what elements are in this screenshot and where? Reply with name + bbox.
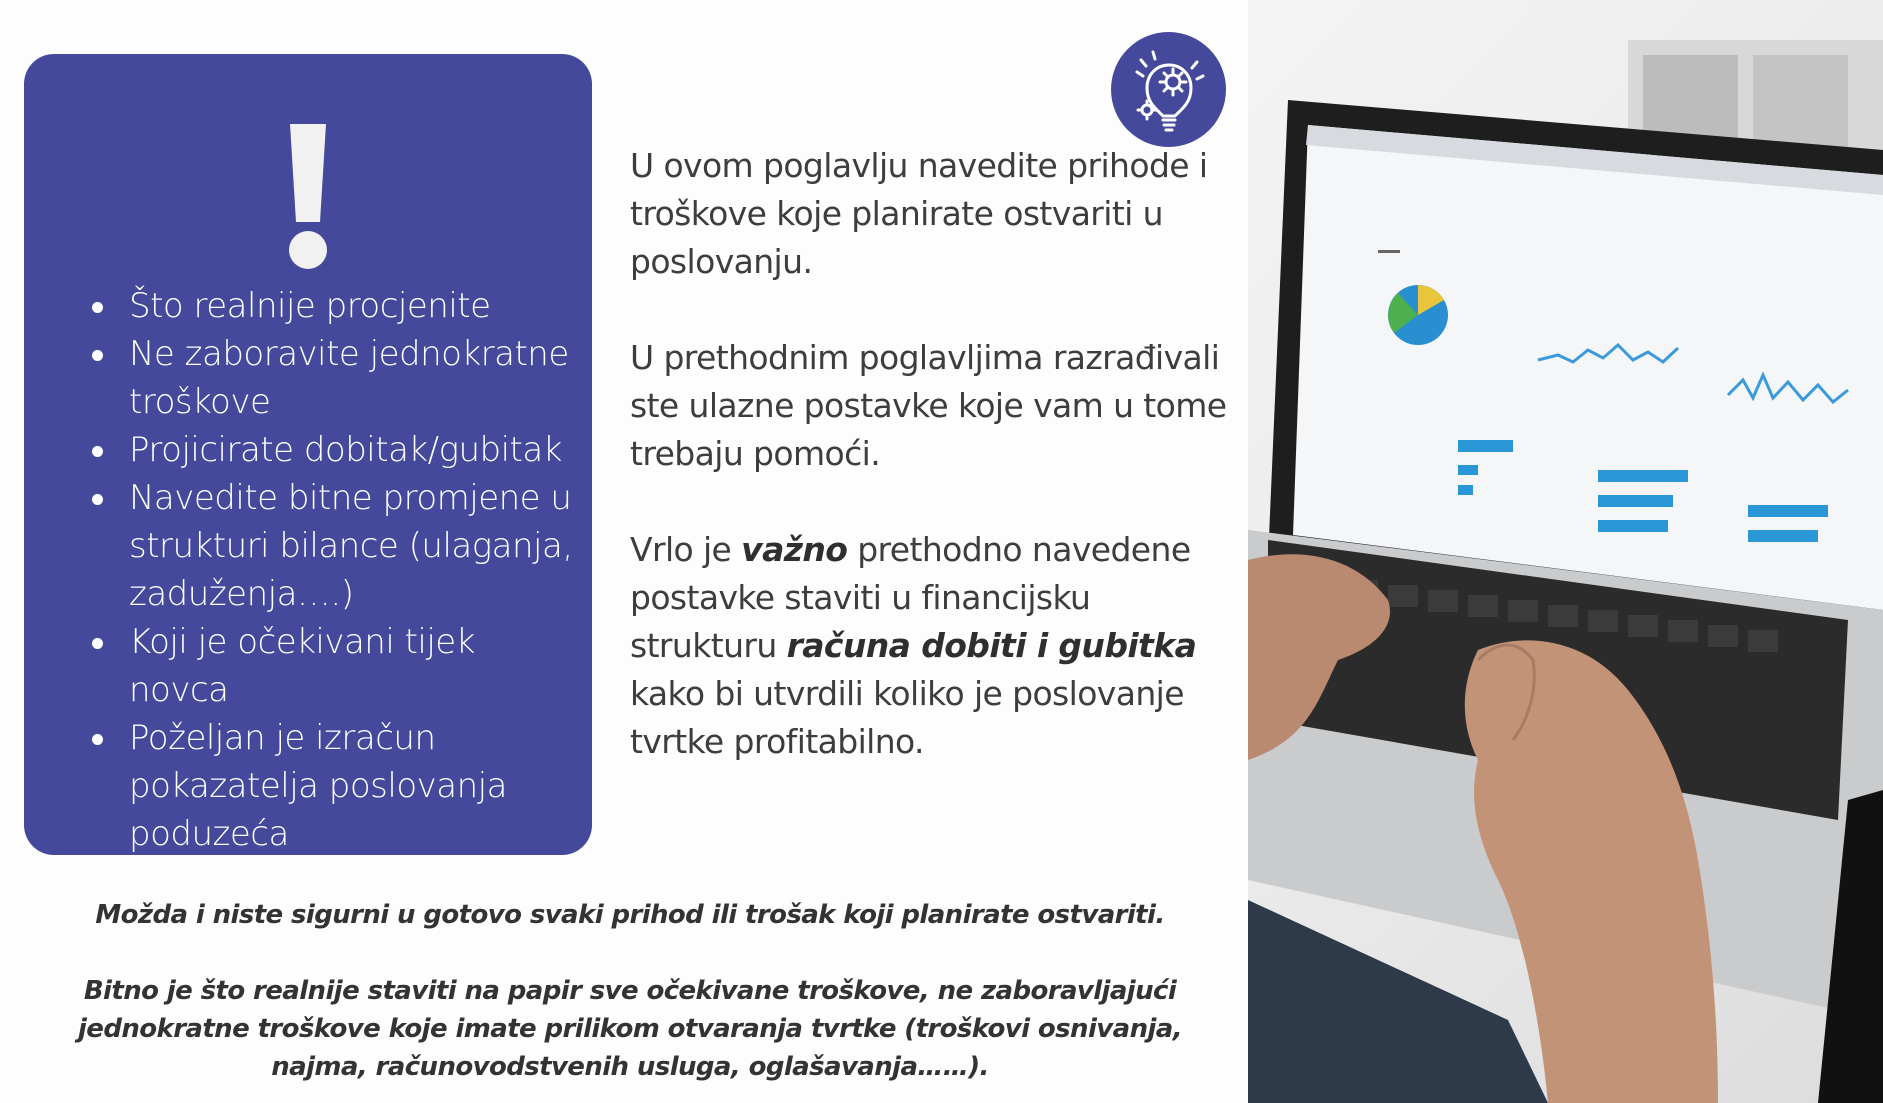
emphasis-important: važno bbox=[741, 530, 848, 569]
emphasis-income-statement: računa dobiti i gubitka bbox=[786, 626, 1197, 665]
laptop-photo bbox=[1248, 0, 1883, 1103]
note-line-2: Bitno je što realnije staviti na papir sve očekivane troškove, ne zaboravljajući jednokratne troškove koje imate prilikom otvaranja tvrtke (troškovi osnivanja, najma, računovodstvenih usluga, oglašavanja……). bbox=[77, 976, 1183, 1082]
gear-bulb-icon bbox=[1111, 32, 1226, 147]
note-line-1: Možda i niste sigurni u gotovo svaki prihod ili trošak koji planirate ostvariti. bbox=[95, 900, 1165, 930]
text-run: Vrlo je bbox=[630, 530, 742, 569]
exclamation-icon bbox=[24, 124, 592, 274]
paragraph-previous: U prethodnim poglavljima razrađivali ste ulazne postavke koje vam u tome trebaju pomoći. bbox=[630, 338, 1227, 473]
tip-item: Poželjan je izračun pokazatelja poslovanja poduzeća bbox=[84, 714, 584, 858]
tips-list bbox=[84, 282, 584, 858]
tip-item: Projicirate dobitak/gubitak bbox=[84, 426, 584, 474]
bottom-note bbox=[30, 896, 1230, 1086]
text-run: prethodno navedene postavke staviti u financijsku strukturu bbox=[630, 530, 1191, 665]
tip-item: Koji je očekivani tijek novca bbox=[84, 618, 584, 714]
text-run: kako bi utvrdili koliko je poslovanje tvrtke profitabilno. bbox=[630, 674, 1184, 761]
tip-item: Što realnije procjenite bbox=[84, 282, 584, 330]
tips-card bbox=[24, 54, 592, 855]
body-text bbox=[630, 142, 1230, 814]
tip-item: Ne zaboravite jednokratne troškove bbox=[84, 330, 584, 426]
paragraph-intro: U ovom poglavlju navedite prihode i troškove koje planirate ostvariti u poslovanju. bbox=[630, 146, 1208, 281]
paragraph-important bbox=[630, 526, 1230, 766]
tip-item: Navedite bitne promjene u strukturi bilance (ulaganja, zaduženja….) bbox=[84, 474, 584, 618]
